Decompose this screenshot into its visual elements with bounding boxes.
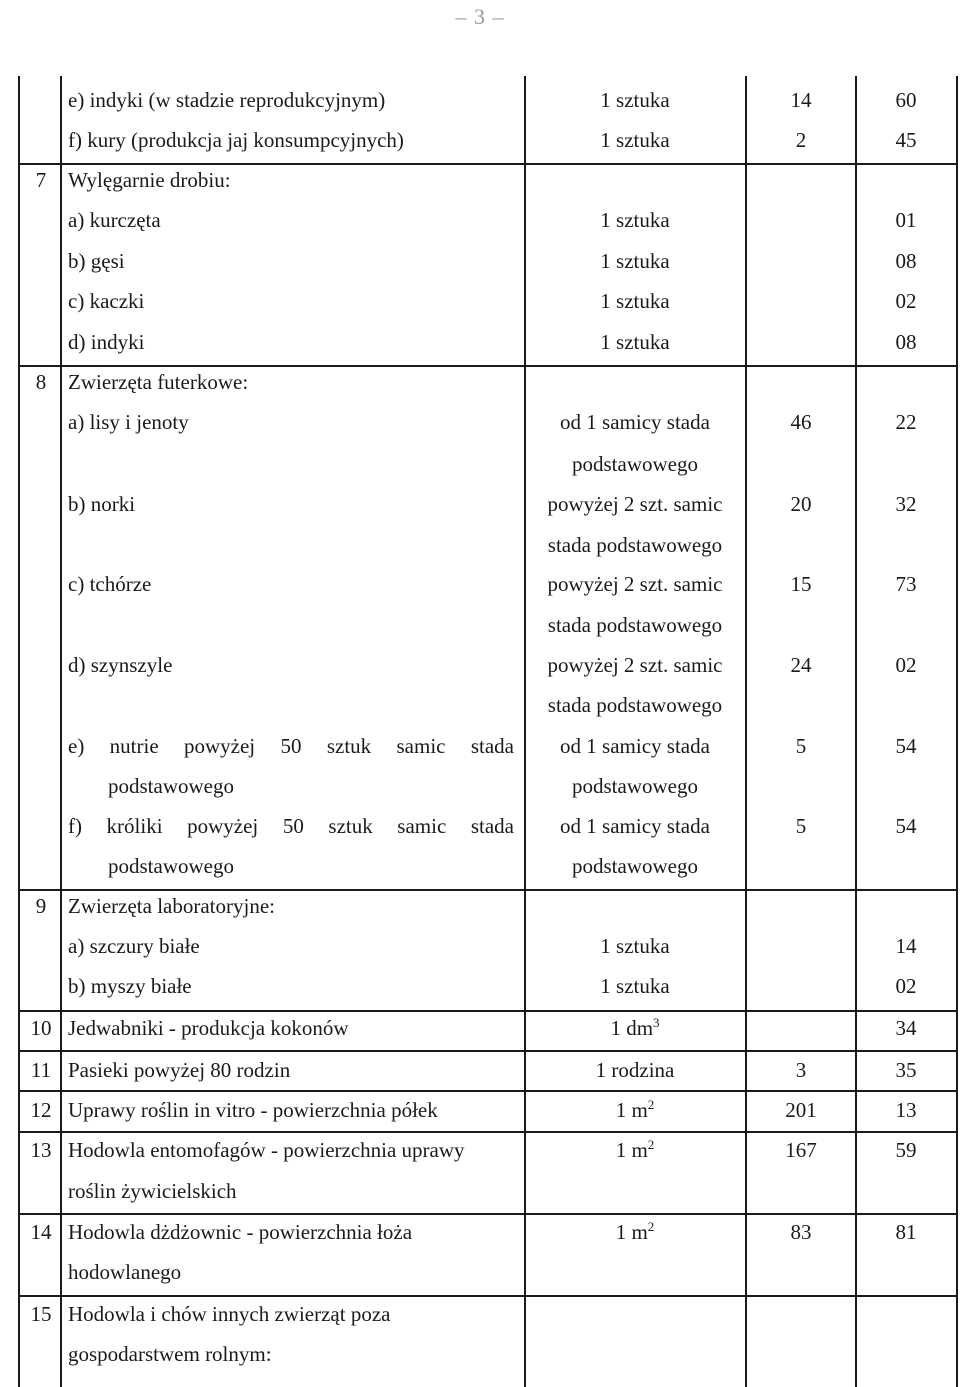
value-column-a: 5 xyxy=(795,734,807,758)
unit-of-calculation xyxy=(526,1090,744,1130)
unit-of-calculation: 1 sztuka xyxy=(600,289,670,313)
value-column-b: 22 xyxy=(895,410,917,434)
column-divider-number xyxy=(60,76,62,1387)
item-name: d) indyki xyxy=(68,330,145,354)
value-column-b: 32 xyxy=(895,492,917,516)
item-name: f) kury (produkcja jaj konsumpcyjnych) xyxy=(68,128,404,152)
unit-of-calculation: 1 sztuka xyxy=(600,208,670,232)
value-column-b: 08 xyxy=(895,330,917,354)
item-name: b) myszy białe xyxy=(68,974,192,998)
unit-of-calculation: stada podstawowego xyxy=(547,613,723,637)
item-name: c) kaczki xyxy=(68,289,145,313)
row-number: 9 xyxy=(35,894,47,918)
unit-of-calculation: 1 sztuka xyxy=(600,330,670,354)
value-column-b: 01 xyxy=(895,208,917,232)
column-divider-unit xyxy=(745,76,747,1387)
unit-of-calculation xyxy=(526,1008,744,1048)
unit-of-calculation xyxy=(526,1212,744,1252)
unit-of-calculation: 1 sztuka xyxy=(600,974,670,998)
value-column-b: 60 xyxy=(895,88,917,112)
item-name: d) szynszyle xyxy=(68,653,173,677)
item-name: c) tchórze xyxy=(68,572,152,596)
value-column-b: 02 xyxy=(895,974,917,998)
unit-base: 1 m xyxy=(615,1138,648,1162)
item-name: f) króliki powyżej 50 sztuk samic stada xyxy=(68,814,514,838)
unit-of-calculation: od 1 samicy stada xyxy=(560,410,710,434)
item-name: a) szczury białe xyxy=(68,934,200,958)
unit-of-calculation: 1 sztuka xyxy=(600,934,670,958)
value-column-a: 2 xyxy=(795,128,807,152)
unit-of-calculation: od 1 samicy stada xyxy=(560,814,710,838)
unit-of-calculation: 1 sztuka xyxy=(600,88,670,112)
page-number: – 3 – xyxy=(455,4,505,29)
unit-of-calculation: powyżej 2 szt. samic xyxy=(547,492,723,516)
value-column-a: 201 xyxy=(785,1098,817,1122)
unit-exponent: 3 xyxy=(653,1015,660,1030)
value-column-b: 73 xyxy=(895,572,917,596)
row-number: 15 xyxy=(30,1302,52,1326)
unit-of-calculation: stada podstawowego xyxy=(547,533,723,557)
item-name: podstawowego xyxy=(108,854,234,878)
unit-base: 1 dm xyxy=(610,1016,654,1040)
value-column-b: 35 xyxy=(895,1058,917,1082)
row-number: 12 xyxy=(30,1098,52,1122)
item-name: Hodowla i chów innych zwierząt poza xyxy=(68,1302,391,1326)
unit-exponent: 2 xyxy=(647,1137,655,1152)
table-border-left xyxy=(18,76,20,1387)
value-column-a: 24 xyxy=(790,653,812,677)
item-name: b) norki xyxy=(68,492,136,516)
item-name: hodowlanego xyxy=(68,1260,182,1284)
item-name: a) lisy i jenoty xyxy=(68,410,189,434)
row-number: 8 xyxy=(35,370,47,394)
item-name: Pasieki powyżej 80 rodzin xyxy=(68,1058,291,1082)
item-name: Zwierzęta laboratoryjne: xyxy=(68,894,275,918)
value-column-a: 14 xyxy=(790,88,812,112)
unit-of-calculation: stada podstawowego xyxy=(547,693,723,717)
unit-of-calculation: podstawowego xyxy=(572,854,698,878)
unit-exponent: 2 xyxy=(647,1219,655,1234)
row-number: 7 xyxy=(35,168,47,192)
row-number: 10 xyxy=(30,1016,52,1040)
unit-base: 1 m xyxy=(615,1098,648,1122)
unit-of-calculation: powyżej 2 szt. samic xyxy=(547,653,723,677)
value-column-b: 34 xyxy=(895,1016,917,1040)
value-column-b: 81 xyxy=(895,1220,917,1244)
value-column-b: 13 xyxy=(895,1098,917,1122)
value-column-a: 15 xyxy=(790,572,812,596)
value-column-a: 20 xyxy=(790,492,812,516)
value-column-a: 3 xyxy=(795,1058,807,1082)
item-name: b) gęsi xyxy=(68,249,125,273)
unit-of-calculation: 1 sztuka xyxy=(600,128,670,152)
item-name: e) indyki (w stadzie reprodukcyjnym) xyxy=(68,88,386,112)
unit-base: 1 m xyxy=(615,1220,648,1244)
item-name: Uprawy roślin in vitro - powierzchnia półek xyxy=(68,1098,438,1122)
value-column-b: 02 xyxy=(895,289,917,313)
item-name: roślin żywicielskich xyxy=(68,1179,237,1203)
row-number: 14 xyxy=(30,1220,52,1244)
item-name: Jedwabniki - produkcja kokonów xyxy=(68,1016,349,1040)
item-name: e) nutrie powyżej 50 sztuk samic stada xyxy=(68,734,514,758)
value-column-b: 54 xyxy=(895,814,917,838)
item-name: Wylęgarnie drobiu: xyxy=(68,168,231,192)
row-number: 13 xyxy=(30,1138,52,1162)
value-column-a: 5 xyxy=(795,814,807,838)
unit-of-calculation: od 1 samicy stada xyxy=(560,734,710,758)
value-column-a: 46 xyxy=(790,410,812,434)
value-column-b: 59 xyxy=(895,1138,917,1162)
row-number: 11 xyxy=(30,1058,52,1082)
value-column-a: 167 xyxy=(785,1138,817,1162)
item-name: a) kurczęta xyxy=(68,208,161,232)
value-column-b: 02 xyxy=(895,653,917,677)
item-name: Hodowla dżdżownic - powierzchnia łoża xyxy=(68,1220,413,1244)
column-divider-value xyxy=(855,76,857,1387)
table-border-right xyxy=(956,76,958,1387)
item-name: gospodarstwem rolnym: xyxy=(68,1342,272,1366)
unit-of-calculation: powyżej 2 szt. samic xyxy=(547,572,723,596)
unit-of-calculation: podstawowego xyxy=(572,774,698,798)
value-column-b: 54 xyxy=(895,734,917,758)
unit-of-calculation: 1 rodzina xyxy=(595,1058,675,1082)
unit-of-calculation xyxy=(526,1130,744,1170)
value-column-b: 45 xyxy=(895,128,917,152)
item-name: Zwierzęta futerkowe: xyxy=(68,370,249,394)
unit-exponent: 2 xyxy=(647,1097,655,1112)
value-column-b: 14 xyxy=(895,934,917,958)
item-name: podstawowego xyxy=(108,774,234,798)
unit-of-calculation: 1 sztuka xyxy=(600,249,670,273)
value-column-a: 83 xyxy=(790,1220,812,1244)
value-column-b: 08 xyxy=(895,249,917,273)
unit-of-calculation: podstawowego xyxy=(572,452,698,476)
item-name: Hodowla entomofagów - powierzchnia uprawy xyxy=(68,1138,465,1162)
